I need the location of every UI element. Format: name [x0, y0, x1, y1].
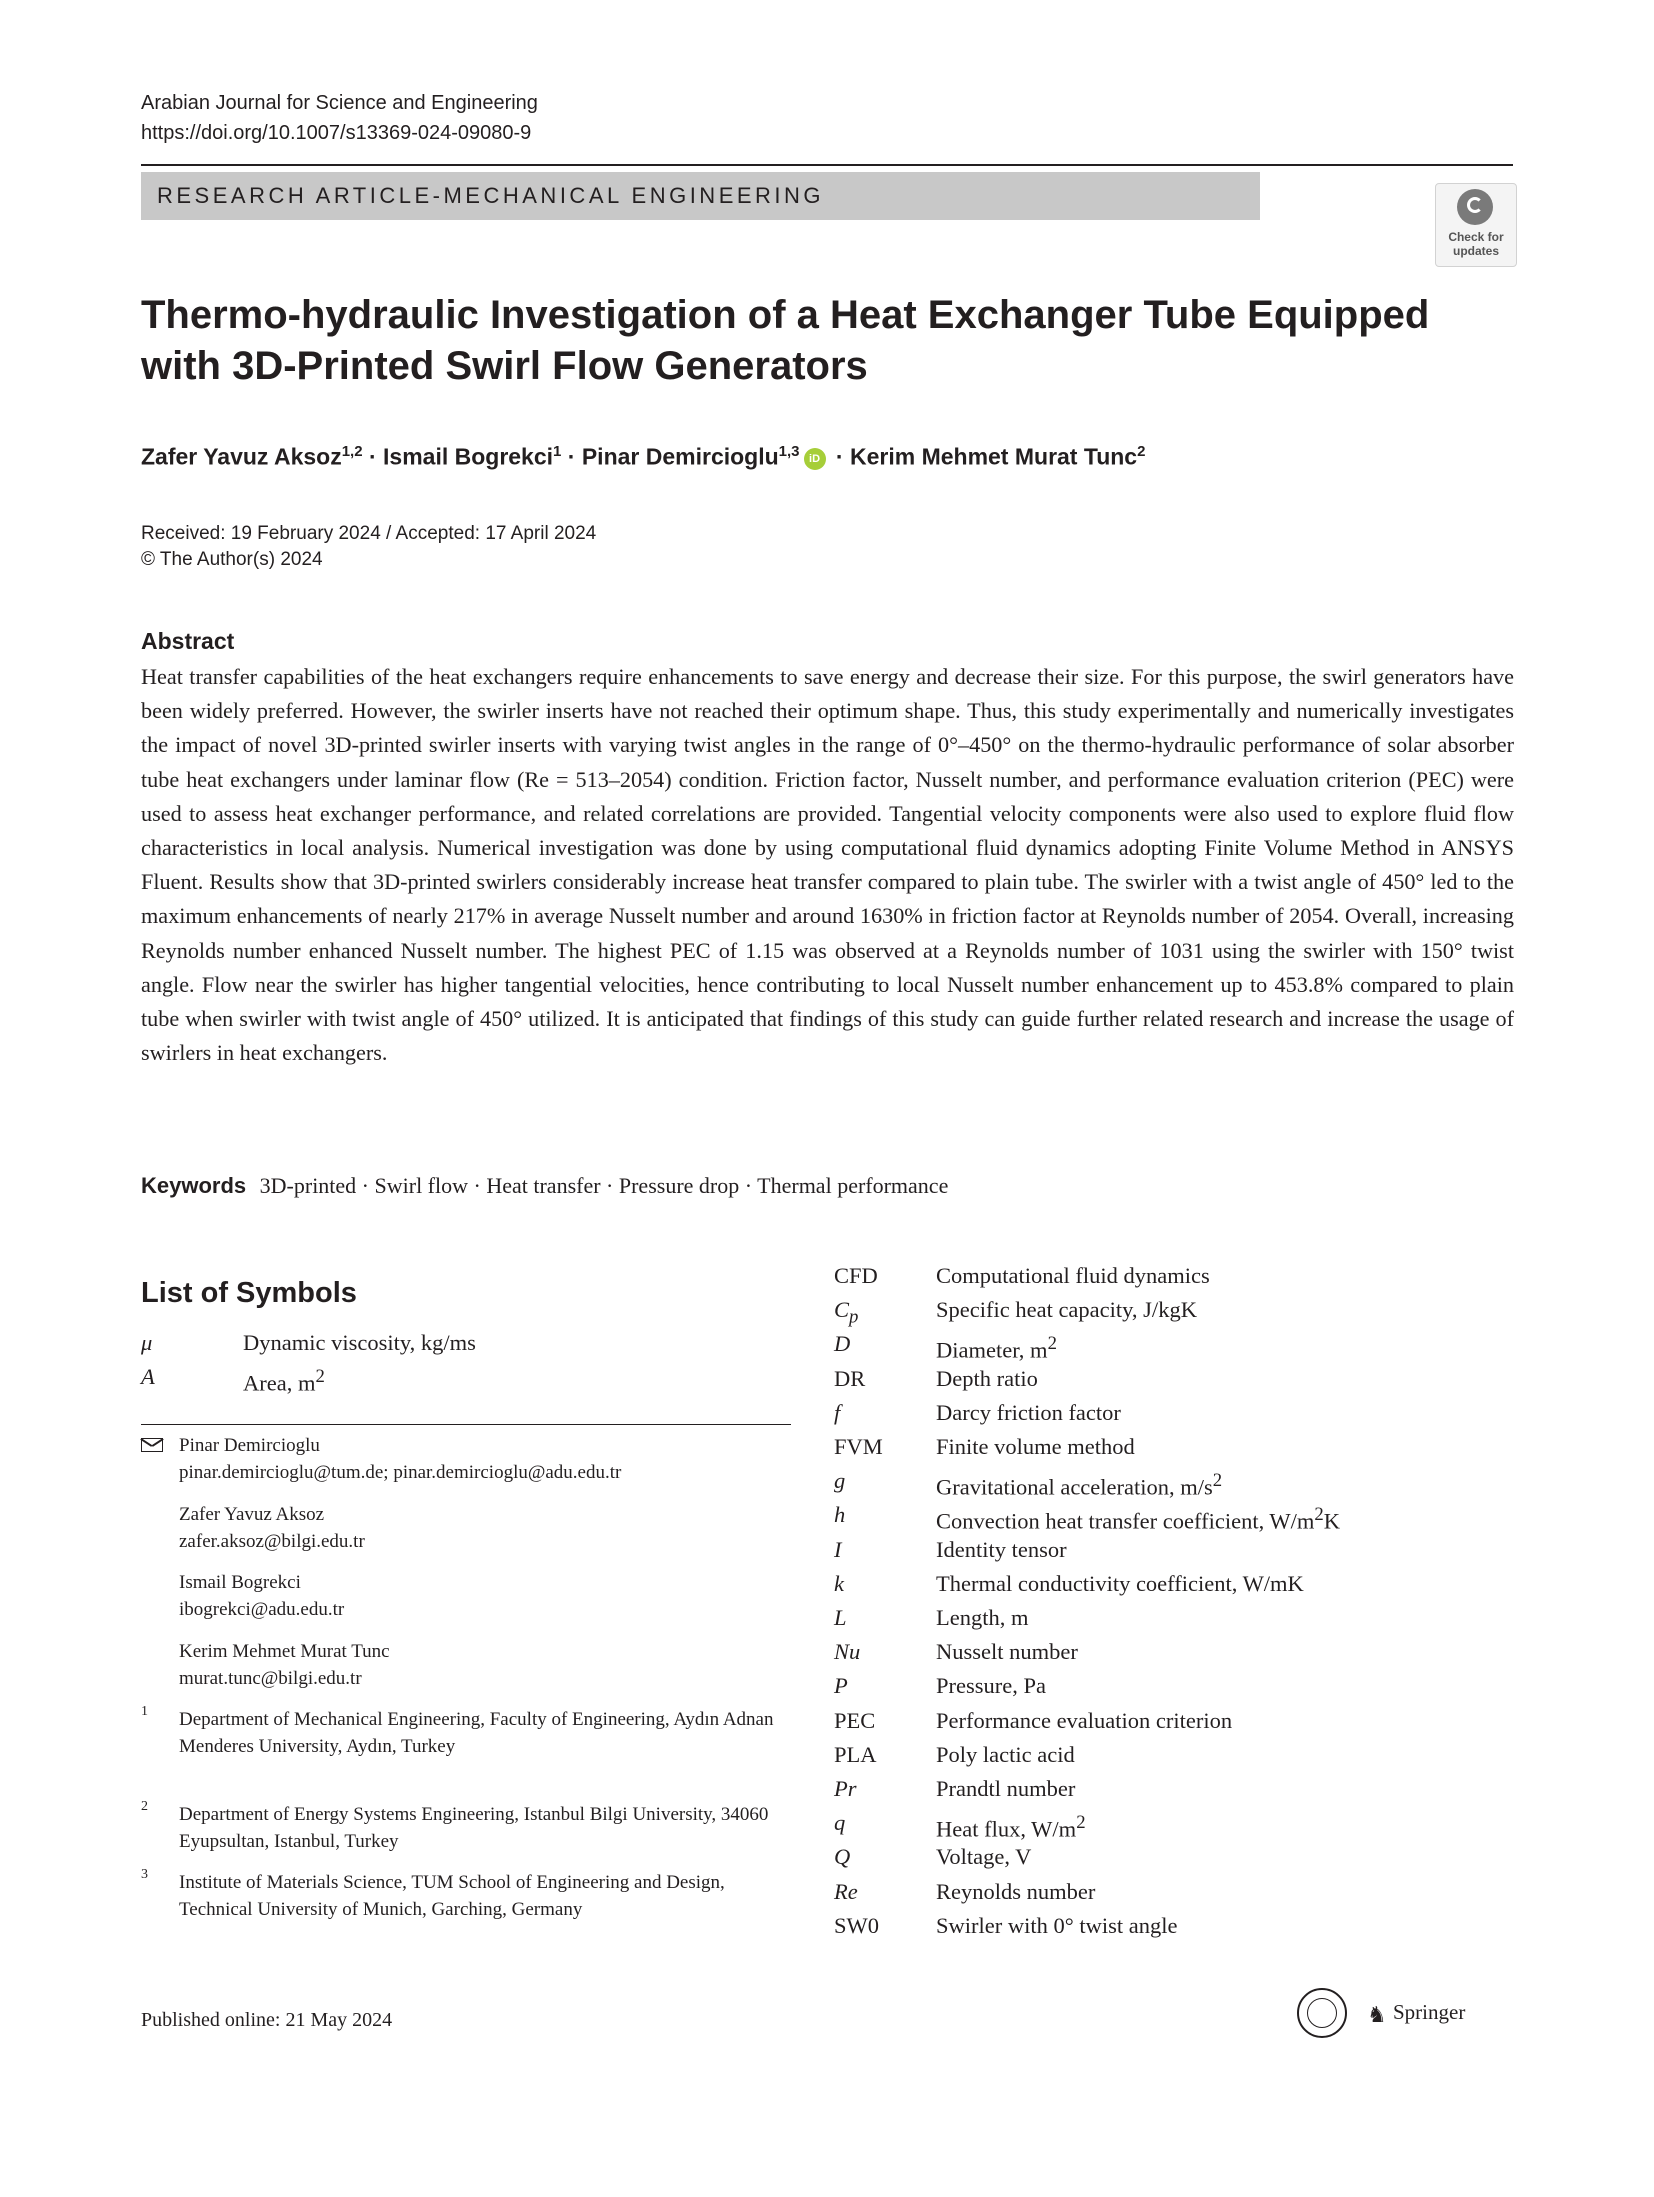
author-affil: 1,3: [778, 443, 800, 460]
symbol: q: [834, 1810, 846, 1836]
symbol: Q: [834, 1844, 851, 1870]
symbol-description: Length, m: [936, 1605, 1029, 1630]
symbol: DR: [834, 1365, 866, 1391]
check-updates-label: Check for updates: [1448, 230, 1504, 258]
affiliation-number: 1: [141, 1704, 148, 1719]
correspondence-email[interactable]: ibogrekci@adu.edu.tr: [179, 1599, 345, 1620]
author-affil: 1,2: [341, 443, 363, 460]
envelope-icon: [141, 1438, 163, 1452]
correspondence-name: Kerim Mehmet Murat Tunc: [179, 1640, 390, 1662]
check-for-updates-badge[interactable]: [1435, 183, 1517, 267]
symbol: k: [834, 1570, 844, 1596]
description-superscript: 2: [1212, 1470, 1223, 1492]
description-superscript: 2: [1314, 1504, 1324, 1526]
symbol: L: [834, 1605, 847, 1630]
section-banner: [141, 172, 1260, 220]
keywords-list: 3D-printed · Swirl flow · Heat transfer · Pressure drop · Thermal performance: [259, 1173, 949, 1198]
symbol-description: Performance evaluation criterion: [936, 1707, 1233, 1733]
symbol-description: Reynolds number: [936, 1878, 1096, 1904]
symbol-description: Identity tensor: [936, 1536, 1067, 1562]
paper-title: [141, 290, 1441, 392]
description-superscript: 2: [315, 1366, 325, 1388]
list-of-symbols-heading: List of Symbols: [141, 1277, 357, 1309]
affiliation-text: Department of Mechanical Engineering, Faculty of Engineering, Aydın Adnan Menderes University, Aydın, Turkey: [179, 1709, 774, 1757]
symbol-description: Nusselt number: [936, 1639, 1078, 1665]
check-updates-icon: [1457, 189, 1493, 225]
symbol-description: Thermal conductivity coefficient, W/mK: [936, 1570, 1304, 1596]
keywords: [141, 1170, 948, 1202]
author-affil: 2: [1137, 443, 1146, 460]
symbol-description: Dynamic viscosity, kg/ms: [243, 1330, 476, 1355]
symbol-description: Darcy friction factor: [936, 1399, 1121, 1425]
author-name: Zafer Yavuz Aksoz: [141, 443, 342, 470]
symbol: Re: [834, 1878, 858, 1904]
correspondence-name: Zafer Yavuz Aksoz: [179, 1503, 325, 1525]
header-rule: [141, 164, 1513, 166]
affiliation-text: Department of Energy Systems Engineering, Istanbul Bilgi University, 34060 Eyupsultan, Istanbul, Turkey: [179, 1804, 769, 1852]
description-superscript: 2: [1047, 1333, 1057, 1355]
correspondence-email[interactable]: zafer.aksoz@bilgi.edu.tr: [179, 1530, 365, 1552]
affiliation-number: 3: [141, 1867, 148, 1882]
journal-name: Arabian Journal for Science and Engineering: [141, 92, 538, 114]
description-superscript: 2: [1076, 1812, 1086, 1834]
symbol-subscript: p: [849, 1306, 859, 1328]
publisher-logos: [1297, 1988, 1517, 2038]
symbol: $C_p$: [834, 1297, 859, 1328]
footnote-rule: [141, 1424, 791, 1425]
symbol-description: Prandtl number: [936, 1776, 1076, 1801]
symbol-description: Area, $m^2$: [243, 1366, 325, 1396]
symbol-description: Diameter, $m^2$: [936, 1333, 1057, 1363]
symbol: Nu: [834, 1639, 861, 1665]
symbol: SW0: [834, 1912, 879, 1938]
title-line-1: Thermo-hydraulic Investigation of a Heat Exchanger Tube Equipped: [141, 293, 1430, 337]
springer-wordmark: Springer: [1393, 2000, 1466, 2024]
symbol-description: Poly lactic acid: [936, 1741, 1075, 1767]
correspondence-name: Pinar Demircioglu: [179, 1435, 320, 1456]
symbol: A: [141, 1364, 155, 1390]
symbol: PEC: [834, 1707, 876, 1733]
affiliation-number: 2: [141, 1799, 148, 1814]
symbol-description: Convection heat transfer coefficient, $W/m^2K$: [936, 1504, 1341, 1534]
abstract-heading: Abstract: [141, 628, 235, 654]
orcid-icon[interactable]: iD: [804, 448, 826, 470]
symbol-description: Finite volume method: [936, 1434, 1135, 1459]
section-label: RESEARCH ARTICLE-MECHANICAL ENGINEERING: [157, 183, 825, 208]
author-list: Zafer Yavuz Aksoz$^{1,2}$ · Ismail Bogrekci$^1$ · Pinar Demircioglu$^{1,3}$ iD · Kerim Mehmet Murat Tunc$^2$: [141, 443, 1146, 470]
symbol-description: Specific heat capacity, J/kgK: [936, 1297, 1197, 1323]
symbol: I: [834, 1536, 842, 1562]
copyright: © The Author(s) 2024: [141, 549, 323, 570]
author-affil: 1: [553, 443, 562, 460]
springer-horse-icon: ♞: [1367, 2002, 1387, 2027]
symbol: h: [834, 1502, 846, 1528]
symbol-description: Pressure, Pa: [936, 1673, 1046, 1699]
symbol-description: Voltage, V: [936, 1844, 1032, 1870]
correspondence-name: Ismail Bogrekci: [179, 1572, 301, 1593]
symbol-description: Swirler with 0° twist angle: [936, 1912, 1178, 1938]
affiliation-text: Institute of Materials Science, TUM School of Engineering and Design, Technical University of Munich, Garching, Germany: [179, 1872, 725, 1920]
author-name: Ismail Bogrekci: [383, 443, 554, 470]
symbol: f: [834, 1399, 841, 1425]
correspondence-email[interactable]: murat.tunc@bilgi.edu.tr: [179, 1667, 362, 1689]
symbol-description: Depth ratio: [936, 1365, 1038, 1391]
symbol-description: Heat flux, $W/m^2$: [936, 1812, 1086, 1842]
correspondence-email[interactable]: pinar.demircioglu@tum.de; pinar.demircioglu@adu.edu.tr: [179, 1462, 622, 1483]
published-online: Published online: 21 May 2024: [141, 2009, 393, 2031]
doi-link[interactable]: https://doi.org/10.1007/s13369-024-09080-9: [141, 122, 532, 144]
symbol-description: Gravitational acceleration, $m/s^2$: [936, 1470, 1223, 1500]
received-accepted: Received: 19 February 2024 / Accepted: 17 April 2024: [141, 523, 597, 544]
symbol: Pr: [834, 1776, 857, 1801]
symbol: g: [834, 1468, 846, 1494]
title-line-2: with 3D-Printed Swirl Flow Generators: [141, 344, 868, 388]
keywords-label: Keywords: [141, 1173, 247, 1198]
symbol: μ: [141, 1330, 153, 1355]
symbol: PLA: [834, 1741, 877, 1767]
symbol: FVM: [834, 1434, 883, 1459]
society-seal-icon: [1297, 1988, 1347, 2038]
author-name: Kerim Mehmet Murat Tunc: [849, 443, 1138, 470]
symbol: P: [834, 1673, 848, 1699]
abstract-body: Heat transfer capabilities of the heat exchangers require enhancements to save energy and decrease their size. For this purpose, the swirl generators have been widely preferred. However, the swirler inserts have not reached their optimum shape. Thus, this study experimentally and numerically investigates the impact of novel 3D-printed swirler inserts with varying twist angles in the range of 0°–450° on the thermo-hydraulic performance of solar absorber tube heat exchangers under laminar flow (Re = 513–2054) condition. Friction factor, Nusselt number, and performance evaluation criterion (PEC) were used to assess heat exchanger performance, and related correlations are provided. Tangential velocity components were also used to explore fluid flow characteristics in local analysis. Numerical investigation was done by using computational fluid dynamics adopting Finite Volume Method in ANSYS Fluent. Results show that 3D-printed swirlers considerably increase heat transfer compared to plain tube. The swirler with a twist angle of 450° led to the maximum enhancements of nearly 217% in average Nusselt number and around 1630% in friction factor at Reynolds number of 2054. Overall, increasing Reynolds number enhanced Nusselt number. The highest PEC of 1.15 was observed at a Reynolds number of 1031 using the swirler with 150° twist angle. Flow near the swirler has higher tangential velocities, hence contributing to local Nusselt number enhancement up to 453.8% compared to plain tube when swirler with twist angle of 450° utilized. It is anticipated that findings of this study can guide further related research and increase the usage of swirlers in heat exchangers.: [141, 664, 1514, 1066]
article-dates: [141, 521, 596, 573]
symbol: CFD: [834, 1263, 878, 1288]
symbol-description: Computational fluid dynamics: [936, 1263, 1210, 1288]
author-name: Pinar Demircioglu: [581, 443, 779, 470]
symbol: D: [834, 1331, 851, 1357]
journal-header: [141, 88, 538, 148]
